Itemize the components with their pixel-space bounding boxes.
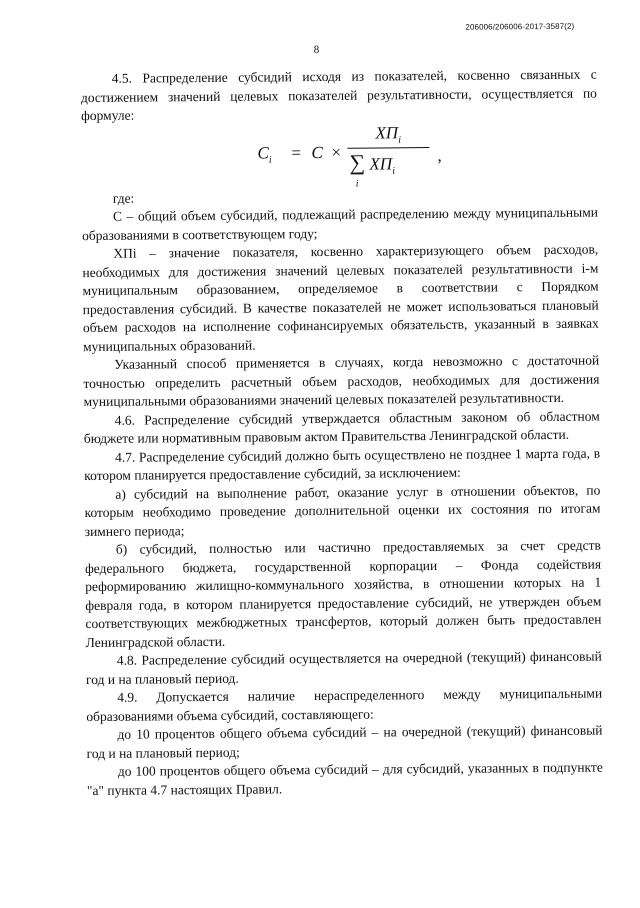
definition-c: С – общий объем субсидий, подлежащий распределению между муниципальными образованиями в соответствующем году; (82, 204, 598, 243)
formula-equals: = (291, 142, 302, 162)
fraction-bar (347, 147, 429, 149)
formula-lhs: $C_i$ (257, 142, 272, 166)
paragraph-4-9-b: до 100 процентов общего объема субсидий – для субсидий, указанных в подпункте "а" пункта 4.7 настоящих Правил. (86, 759, 603, 798)
paragraph-4-9-a: до 10 процентов общего объема субсидий – на очередной (текущий) финансовый год и на плановый период; (86, 722, 603, 761)
paragraph-4-8: 4.8. Распределение субсидий осуществляется на очередной (текущий) финансовый год и на плановый период. (85, 648, 602, 687)
definition-xpi: ХПi – значение показателя, косвенно характеризующего объем расходов, необходимых для достижения значений целевых показателей результативности i-м муниципальным образованием, определяемое в соответствии с Порядком предоставления субсидий. В качестве показателей не может использоваться плановый объем расходов на исполнение софинансируемых обязательств, указанный в заявках муниципальных образований. (82, 241, 599, 354)
paragraph-4-6: 4.6. Распределение субсидий утверждается областным законом об областном бюджете или нормативным правовым актом Правительства Ленинградской области. (83, 408, 600, 447)
where-label: где: (112, 190, 135, 206)
paragraph-4-7-a: а) субсидий на выполнение работ, оказание услуг в отношении объектов, по которым необходимо проведение дополнительной оценки их состояния по итогам зимнего периода; (84, 482, 601, 539)
document-code: 206006/206006-2017-3587(2) (465, 21, 575, 32)
paragraph-4-7-b: б) субсидий, полностью или частично предоставляемых за счет средств федерального бюджета, государственной корпорации – Фонда содействия реформированию жилищно-коммунального хозяйства, в отношении которых на 1 февраля года, в котором планируется предоставление субсидий, не утвержден объем соответствующих межбюджетных трансфертов, который должен быть предоставлен Ленинградской области. (84, 537, 602, 650)
paragraph-4-7: 4.7. Распределение субсидий должно быть осуществлено не позднее 1 марта года, в котором планируется предоставление субсидий, за исключением: (84, 445, 601, 484)
paragraph-4-9: 4.9. Допускается наличие нераспределенного между муниципальными образованиями объема субсидий, составляющего: (86, 685, 603, 724)
formula-fraction (347, 121, 429, 190)
formula-numerator: $ХП_i$ (375, 122, 402, 146)
paragraph-4-5: 4.5. Распределение субсидий исходя из показателей, косвенно связанных с достижением значений целевых показателей результативности, осуществляется по формуле: (80, 66, 597, 124)
page-number: 8 (313, 43, 320, 57)
document-body (81, 66, 603, 800)
formula-times: × (331, 142, 342, 162)
formula-total: C (311, 142, 323, 162)
formula-denominator: ∑ $ХП_i$ (349, 149, 396, 177)
sum-index: i (355, 178, 359, 190)
formula-comma: , (437, 145, 442, 165)
paragraph-method: Указанный способ применяется в случаях, когда невозможно с достаточной точностью определить расчетный объем расходов, необходимых для достижения муниципальными образованиями значений целевых показателей результативности. (83, 352, 600, 410)
subsidy-formula (81, 122, 597, 190)
